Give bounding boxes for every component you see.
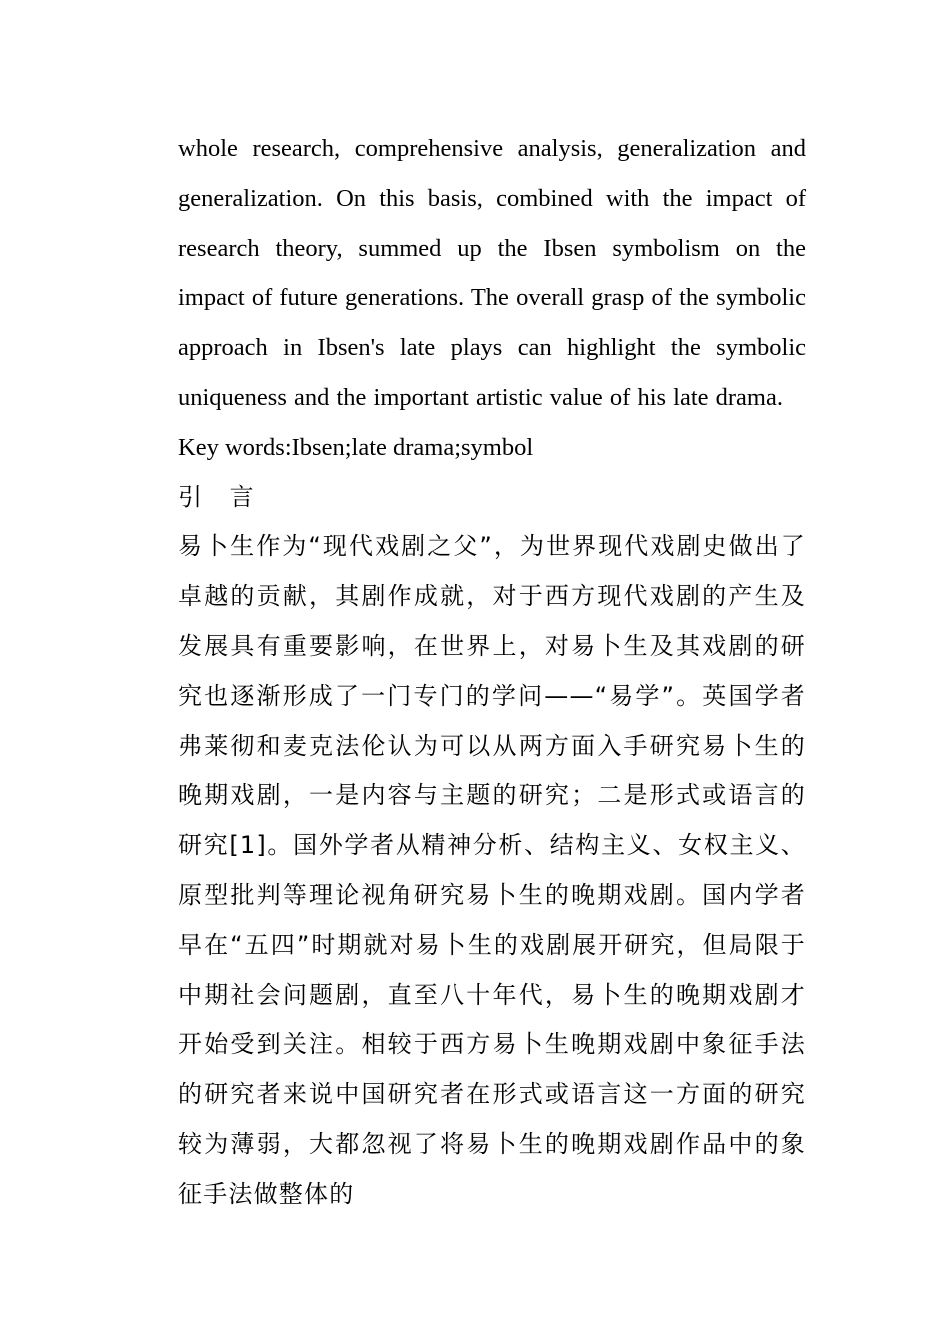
document-body xyxy=(178,124,806,1220)
abstract-paragraph: whole research, comprehensive analysis, generalization and generalization. On this basis, combined with the impact of research theory, summed up the Ibsen symbolism on the impact of future generations. The overall grasp of the symbolic approach in Ibsen's late plays can highlight the symbolic uniqueness and the important artistic value of his late drama. xyxy=(178,135,806,411)
introduction-paragraph: 易卜生作为“现代戏剧之父”，为世界现代戏剧史做出了卓越的贡献，其剧作成就，对于西方现代戏剧的产生及发展具有重要影响，在世界上，对易卜生及其戏剧的研究也逐渐形成了一门专门的学问——“易学”。英国学者弗莱彻和麦克法伦认为可以从两方面入手研究易卜生的晚期戏剧，一是内容与主题的研究；二是形式或语言的研究[1]。国外学者从精神分析、结构主义、女权主义、原型批判等理论视角研究易卜生的晚期戏剧。国内学者早在“五四”时期就对易卜生的戏剧展开研究，但局限于中期社会问题剧，直至八十年代，易卜生的晚期戏剧才开始受到关注。相较于西方易卜生晚期戏剧中象征手法的研究者来说中国研究者在形式或语言这一方面的研究较为薄弱，大都忽视了将易卜生的晚期戏剧作品中的象征手法做整体的 xyxy=(178,532,806,1208)
section-heading-introduction: 引 言 xyxy=(178,482,264,511)
keywords-line: Key words:Ibsen;late drama;symbol xyxy=(178,433,534,461)
